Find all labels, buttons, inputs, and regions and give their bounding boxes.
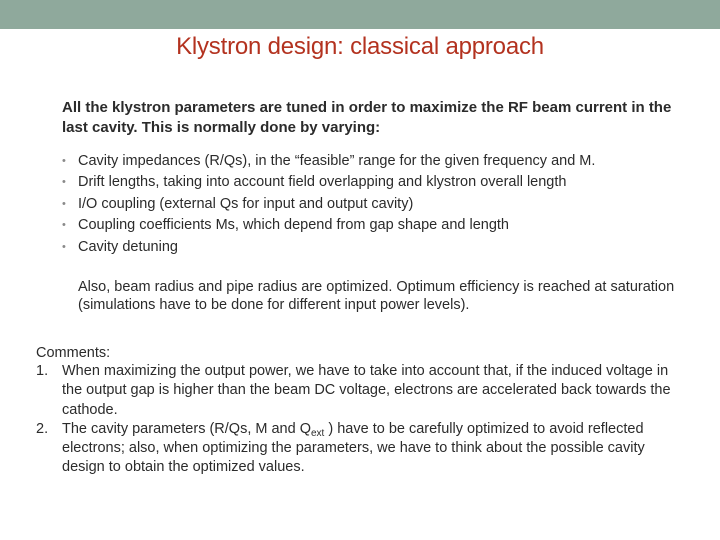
list-item xyxy=(62,151,702,172)
comment-number: 1. xyxy=(36,363,49,379)
list-item-text: Drift lengths, taking into account field overlapping and klystron overall length xyxy=(78,174,567,191)
comments-heading: Comments: xyxy=(36,345,111,361)
list-item-text: Cavity impedances (R/Qs), in the “feasible” range for the given frequency and M. xyxy=(78,153,596,169)
bullet-icon: • xyxy=(62,219,66,232)
list-item-text: I/O coupling (external Qs for input and output cavity) xyxy=(78,195,414,212)
bullet-icon: • xyxy=(62,155,66,167)
list-item xyxy=(62,215,702,236)
bullet-icon: • xyxy=(62,197,66,210)
comment-number: 2. xyxy=(36,420,49,437)
comment-text-after: ) have to be carefully optimized to avoid reflected electrons; also, when optimizing the parameters, we have to think about the possible cavity design to obtain the optimized values. xyxy=(62,420,645,476)
bullet-icon: • xyxy=(62,240,66,253)
q-ext-subscript: ext xyxy=(311,427,325,439)
slide-title: Klystron design: classical approach xyxy=(176,33,544,60)
list-item xyxy=(62,194,702,215)
list-item xyxy=(62,237,702,258)
intro-paragraph: All the klystron parameters are tuned in order to maximize the RF beam current in the last cavity. This is normally done by varying: xyxy=(62,99,672,136)
parameter-list xyxy=(62,151,702,258)
comment-item xyxy=(36,362,686,420)
optimization-note: Also, beam radius and pipe radius are optimized. Optimum efficiency is reached at saturation (simulations have to be done for different input power levels). xyxy=(78,279,675,313)
comment-item xyxy=(36,420,686,478)
comment-text-before: The cavity parameters (R/Qs, M and Q xyxy=(62,420,311,437)
bullet-icon: • xyxy=(62,176,66,189)
comments-list xyxy=(36,362,686,478)
comment-text: When maximizing the output power, we have to take into account that, if the induced voltage in the output gap is higher than the beam DC voltage, electrons are accelerated back towards the cathode. xyxy=(62,363,671,418)
list-item-text: Coupling coefficients Ms, which depend from gap shape and length xyxy=(78,217,509,234)
top-band xyxy=(0,0,720,29)
list-item-text: Cavity detuning xyxy=(78,238,178,255)
list-item xyxy=(62,172,702,193)
